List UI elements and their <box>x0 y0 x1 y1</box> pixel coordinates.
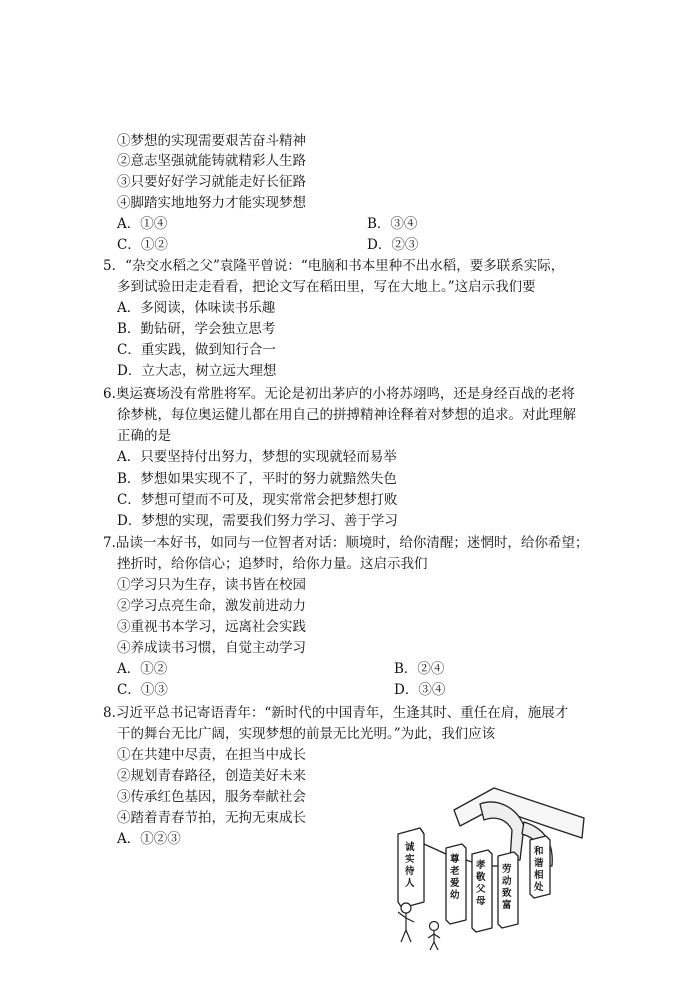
q6-stem-line-3: 正确的是 <box>117 428 171 444</box>
q7-statement-1: ①学习只为生存，读书皆在校园 <box>117 577 306 593</box>
q8-statement-2: ②规划青春路径，创造美好未来 <box>117 768 306 784</box>
q5-stem-line-1: 5．“杂交水稻之父”袁隆平曾说：“电脑和书本里种不出水稻，要多联系实际， <box>103 258 565 274</box>
pillar-label-5: 和谐相处 <box>534 846 544 893</box>
q7-statement-3: ③重视书本学习，远离社会实践 <box>117 619 306 635</box>
pillar-label-1: 诚实待人 <box>405 842 415 889</box>
q8-stem-line-2: 干的舞台无比广阔，实现梦想的前景无比光明。”为此，我们应该 <box>117 726 496 742</box>
pillar-label-4: 劳动致富 <box>502 864 512 911</box>
q6-option-b[interactable]: B．梦想如果实现不了，平时的努力就黯然失色 <box>117 471 397 487</box>
q7-statement-4: ④养成读书习惯，自觉主动学习 <box>117 640 306 656</box>
q6-stem-line-2: 徐梦桃，每位奥运健儿都在用自己的拼搏精神诠释着对梦想的追求。对此理解 <box>117 407 576 423</box>
q4-statement-2: ②意志坚强就能铸就精彩人生路 <box>117 153 306 169</box>
q5-option-c[interactable]: C．重实践，做到知行合一 <box>117 342 276 358</box>
q5-option-d[interactable]: D．立大志，树立远大理想 <box>117 363 277 379</box>
q4-statement-4: ④脚踏实地地努力才能实现梦想 <box>117 195 306 211</box>
q5-stem-line-2: 多到试验田走走看看，把论文写在稻田里，写在大地上。”这启示我们要 <box>117 279 536 295</box>
q7-option-d[interactable]: D．③④ <box>394 682 446 698</box>
q7-statement-2: ②学习点亮生命，激发前进动力 <box>117 598 306 614</box>
q4-statement-1: ①梦想的实现需要艰苦奋斗精神 <box>117 133 306 149</box>
q8-stem-line-1: 8.习近平总书记寄语青年：“新时代的中国青年，生逢其时、重任在肩，施展才 <box>103 705 569 721</box>
q5-option-b[interactable]: B．勤钻研，学会独立思考 <box>117 321 276 337</box>
q4-option-c[interactable]: C．①② <box>117 237 168 253</box>
pillar-label-3: 孝敬父母 <box>476 860 486 907</box>
q8-statement-1: ①在共建中尽责，在担当中成长 <box>117 747 306 763</box>
pillar-label-2: 尊老爱幼 <box>450 854 460 901</box>
q8-statement-4: ④踏着青春节拍，无拘无束成长 <box>117 810 306 826</box>
q4-option-b[interactable]: B．③④ <box>367 216 418 232</box>
family-pillars-illustration <box>384 782 596 952</box>
q5-option-a[interactable]: A．多阅读，体味读书乐趣 <box>117 300 276 316</box>
q6-option-a[interactable]: A．只要坚持付出努力，梦想的实现就轻而易举 <box>117 449 397 465</box>
q7-option-a[interactable]: A．①② <box>117 661 168 677</box>
q8-option-a[interactable]: A．①②③ <box>117 831 181 847</box>
q4-option-d[interactable]: D．②③ <box>367 237 419 253</box>
q7-option-b[interactable]: B．②④ <box>394 661 445 677</box>
q8-statement-3: ③传承红色基因，服务奉献社会 <box>117 789 306 805</box>
child-figures-icon <box>398 903 440 950</box>
q4-statement-3: ③只要好好学习就能走好长征路 <box>117 174 306 190</box>
q7-stem-line-2: 挫折时，给你信心；追梦时，给你力量。这启示我们 <box>117 556 428 572</box>
q7-stem-line-1: 7.品读一本好书，如同与一位智者对话：顺境时，给你清醒；迷惘时，给你希望； <box>103 535 589 551</box>
q6-option-d[interactable]: D．梦想的实现，需要我们努力学习、善于学习 <box>117 513 398 529</box>
q6-stem-line-1: 6.奥运赛场没有常胜将军。无论是初出茅庐的小将苏翊鸣，还是身经百战的老将 <box>103 386 575 402</box>
q7-option-c[interactable]: C．①③ <box>117 682 168 698</box>
q6-option-c[interactable]: C．梦想可望而不可及，现实常常会把梦想打败 <box>117 492 398 508</box>
q4-option-a[interactable]: A．①④ <box>117 216 168 232</box>
